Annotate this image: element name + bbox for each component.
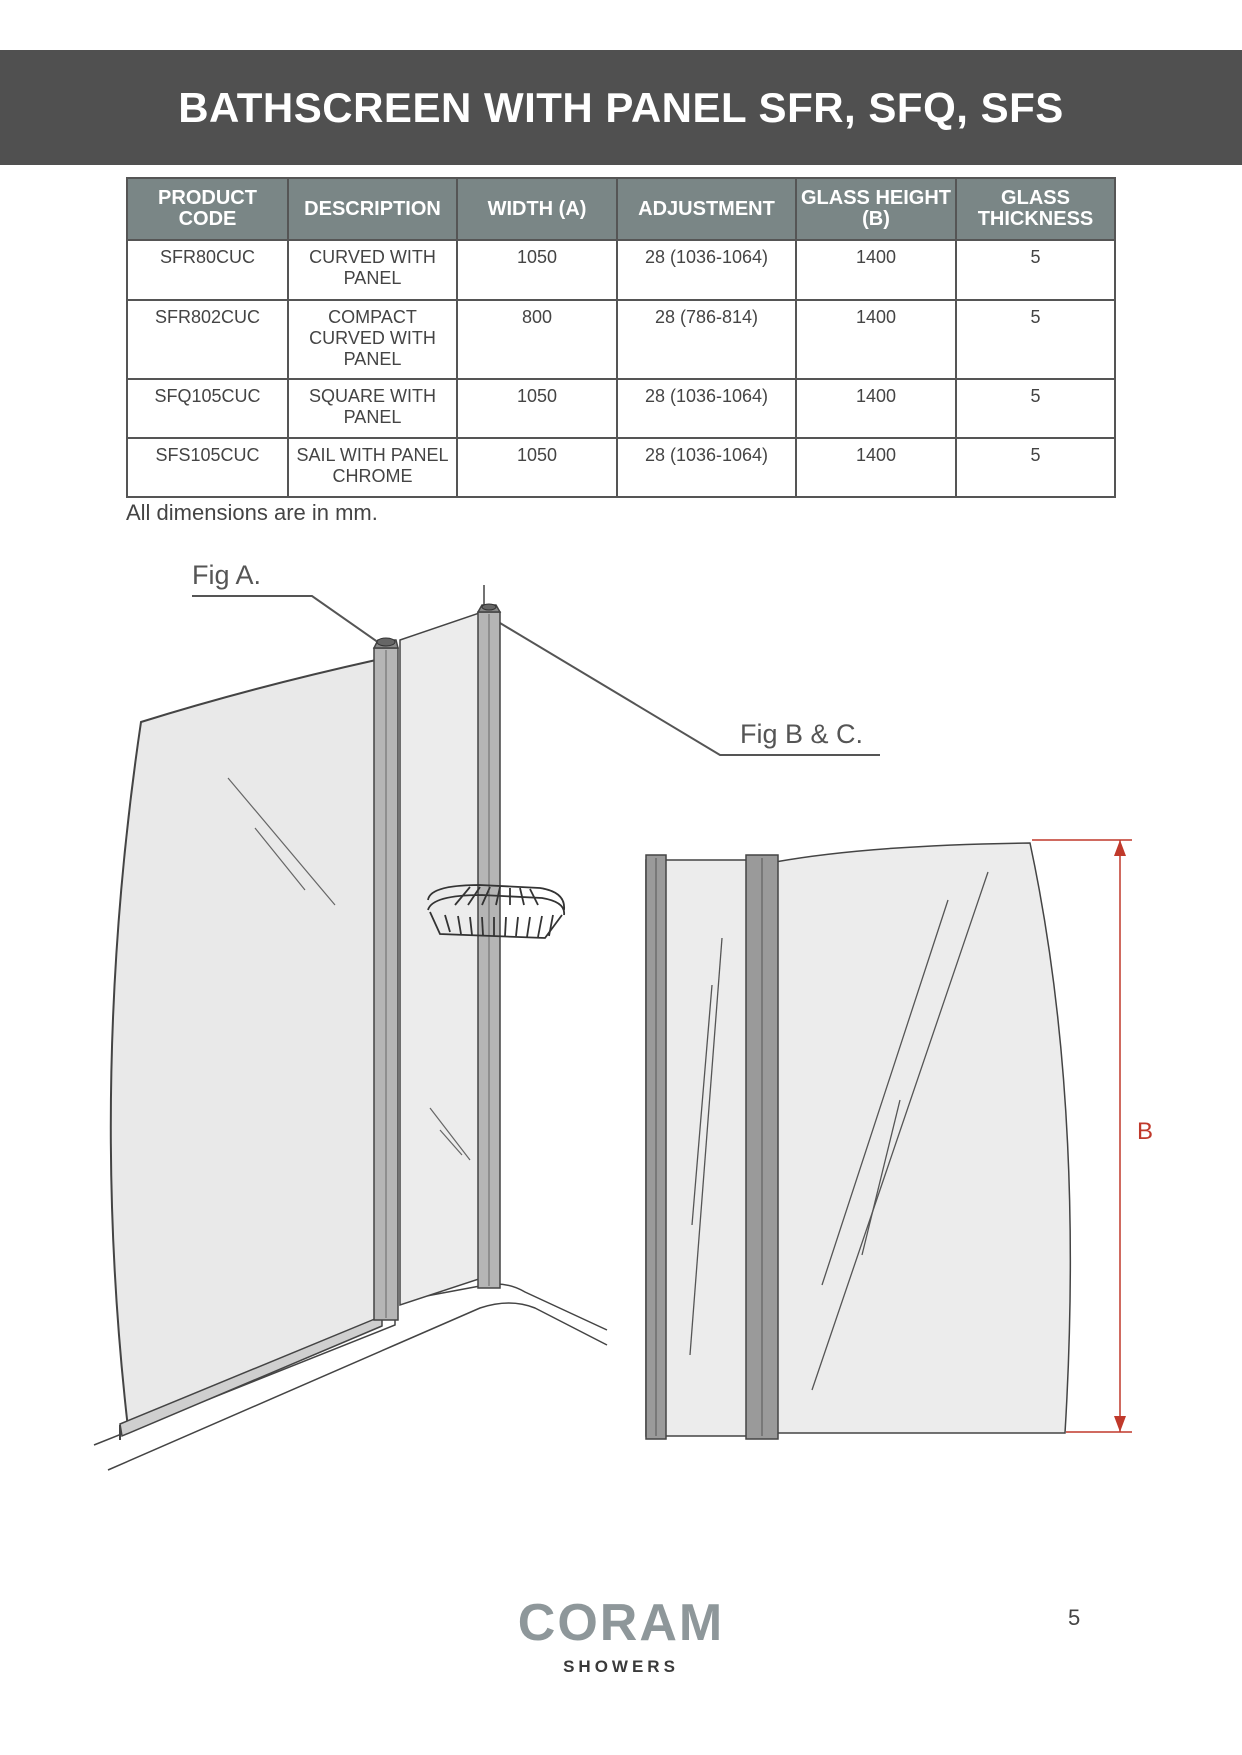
cell-glass-thickness: 5 bbox=[956, 379, 1115, 438]
dimensions-note: All dimensions are in mm. bbox=[126, 500, 378, 525]
cell-product-code: SFQ105CUC bbox=[127, 379, 288, 438]
fig-a-leader-line bbox=[192, 596, 382, 645]
cell-glass-height: 1400 bbox=[796, 240, 956, 300]
cell-product-code: SFR802CUC bbox=[127, 300, 288, 379]
cell-glass-thickness: 5 bbox=[956, 438, 1115, 497]
cell-glass-height: 1400 bbox=[796, 438, 956, 497]
cell-width: 800 bbox=[457, 300, 617, 379]
cell-description: COMPACT CURVED WITH PANEL bbox=[288, 300, 457, 379]
cell-product-code: SFR80CUC bbox=[127, 240, 288, 300]
cell-adjustment: 28 (1036-1064) bbox=[617, 438, 796, 497]
col-header-product-code: PRODUCT CODE bbox=[127, 178, 288, 240]
cell-adjustment: 28 (1036-1064) bbox=[617, 379, 796, 438]
col-header-glass-thickness: GLASS THICKNESS bbox=[956, 178, 1115, 240]
cell-description: SAIL WITH PANEL CHROME bbox=[288, 438, 457, 497]
cell-glass-height: 1400 bbox=[796, 300, 956, 379]
cell-width: 1050 bbox=[457, 240, 617, 300]
cell-description: CURVED WITH PANEL bbox=[288, 240, 457, 300]
cell-adjustment: 28 (786-814) bbox=[617, 300, 796, 379]
cell-glass-thickness: 5 bbox=[956, 300, 1115, 379]
page-title: BATHSCREEN WITH PANEL SFR, SFQ, SFS bbox=[178, 83, 1064, 131]
fig-bc-label: Fig B & C. bbox=[740, 719, 864, 749]
elevation-view bbox=[646, 843, 1070, 1439]
fixed-glass-panel bbox=[400, 610, 488, 1305]
brand-name: CORAM bbox=[517, 1594, 725, 1652]
col-header-width: WIDTH (A) bbox=[457, 178, 617, 240]
elevation-curved-panel bbox=[775, 843, 1070, 1433]
cell-description: SQUARE WITH PANEL bbox=[288, 379, 457, 438]
cell-width: 1050 bbox=[457, 379, 617, 438]
cell-glass-thickness: 5 bbox=[956, 240, 1115, 300]
dimension-b-label: B bbox=[1137, 1118, 1154, 1145]
page-number: 5 bbox=[1068, 1605, 1081, 1630]
cell-product-code: SFS105CUC bbox=[127, 438, 288, 497]
brand-subtitle: SHOWERS bbox=[563, 1657, 679, 1676]
col-header-description: DESCRIPTION bbox=[288, 178, 457, 240]
brand-logo bbox=[0, 1595, 1242, 1677]
fig-a-label: Fig A. bbox=[192, 560, 262, 590]
col-header-adjustment: ADJUSTMENT bbox=[617, 178, 796, 240]
curved-glass-panel bbox=[111, 660, 376, 1428]
cell-width: 1050 bbox=[457, 438, 617, 497]
cell-adjustment: 28 (1036-1064) bbox=[617, 240, 796, 300]
col-header-glass-height: GLASS HEIGHT (B) bbox=[796, 178, 956, 240]
cell-glass-height: 1400 bbox=[796, 379, 956, 438]
